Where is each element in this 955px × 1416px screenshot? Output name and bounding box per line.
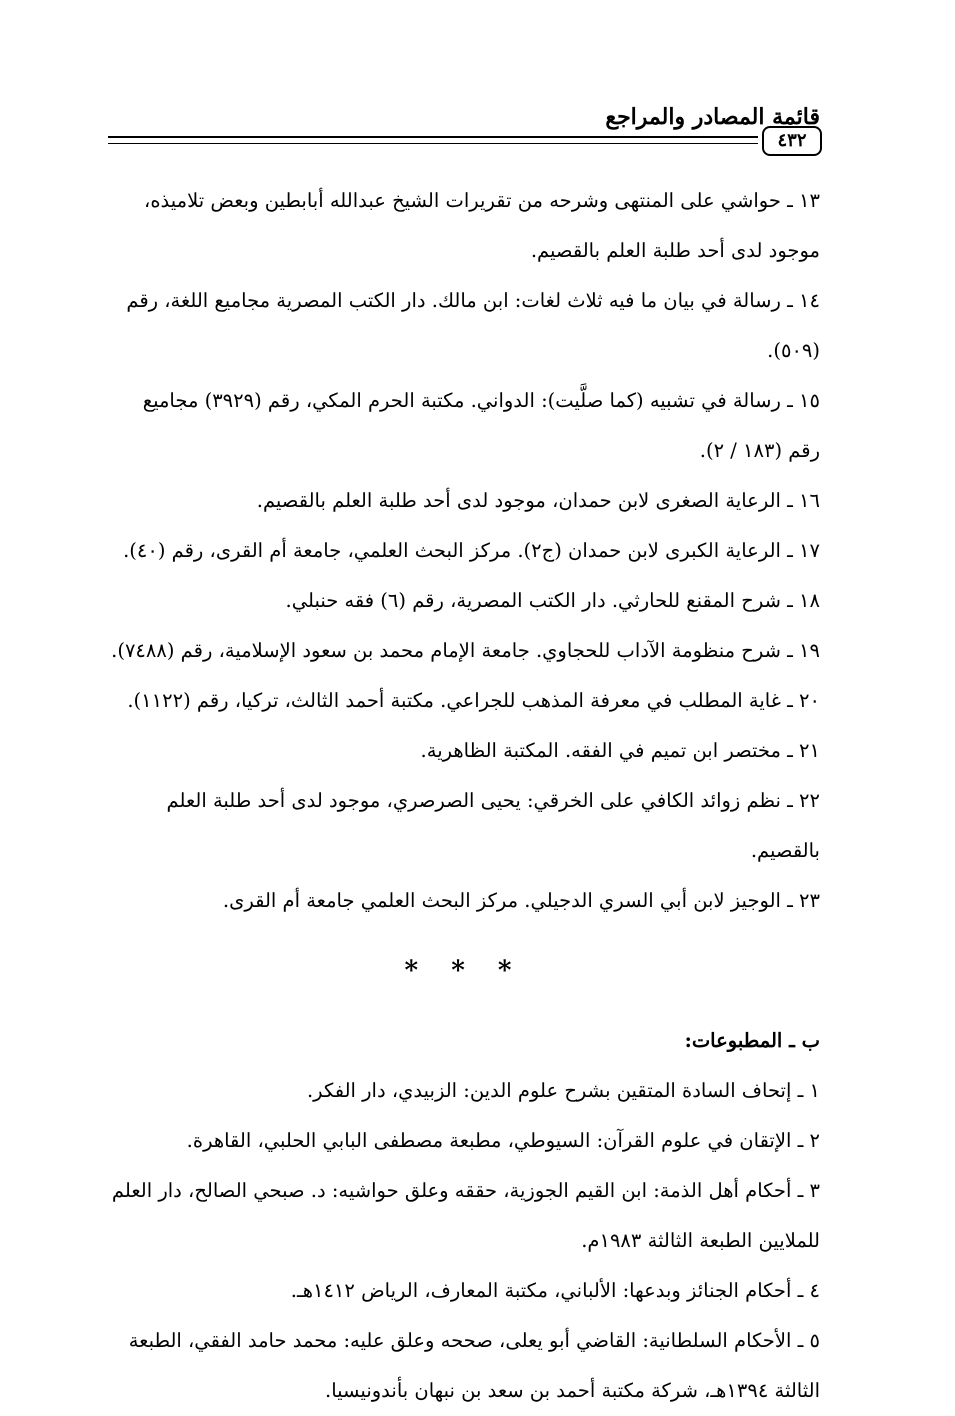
manuscript-entry-22: ٢٢ ـ نظم زوائد الكافي على الخرقي: يحيى الصرصري، موجود لدى أحد طلبة العلم بالقصيم.	[166, 789, 820, 862]
section-separator: * * *	[404, 956, 524, 986]
header-rule-thick	[108, 136, 758, 138]
manuscript-entry-13: ١٣ ـ حواشي على المنتهى وشرحه من تقريرات الشيخ عبدالله أبابطين وبعض تلاميذه، موجود لدى أحد طلبة العلم بالقصيم.	[144, 189, 820, 262]
manuscript-entry-20: ٢٠ ـ غاية المطلب في معرفة المذهب للجراعي. مكتبة أحمد الثالث، تركيا، رقم (١١٢٢).	[127, 689, 820, 712]
printed-section-heading: ب ـ المطبوعات:	[684, 1029, 820, 1052]
page-number: ٤٣٢	[762, 126, 822, 156]
printed-entry-2: ٢ ـ الإتقان في علوم القرآن: السيوطي، مطبعة مصطفى البابي الحلبي، القاهرة.	[186, 1129, 820, 1152]
printed-entry-1: ١ ـ إتحاف السادة المتقين بشرح علوم الدين: الزبيدي، دار الفكر.	[306, 1079, 820, 1102]
printed-entry-5: ٥ ـ الأحكام السلطانية: القاضي أبو يعلى، صححه وعلق عليه: محمد حامد الفقي، الطبعة الثالثة ١٣٩٤هـ، شركة مكتبة أحمد بن سعد بن نبهان بأندونيسيا.	[128, 1329, 820, 1402]
manuscript-entry-19: ١٩ ـ شرح منظومة الآداب للحجاوي. جامعة الإمام محمد بن سعود الإسلامية، رقم (٧٤٨٨).	[111, 639, 820, 662]
page-header	[108, 96, 820, 158]
running-title: قائمة المصادر والمراجع	[605, 104, 820, 130]
manuscript-entry-16: ١٦ ـ الرعاية الصغرى لابن حمدان، موجود لدى أحد طلبة العلم بالقصيم.	[256, 489, 820, 512]
manuscript-entry-14: ١٤ ـ رسالة في بيان ما فيه ثلاث لغات: ابن مالك. دار الكتب المصرية مجاميع اللغة، رقم (٥٠٩).	[126, 289, 820, 362]
page-body	[108, 176, 820, 1416]
manuscript-entry-17: ١٧ ـ الرعاية الكبرى لابن حمدان (ج٢). مركز البحث العلمي، جامعة أم القرى، رقم (٤٠).	[123, 539, 820, 562]
header-rule-thin	[108, 143, 758, 144]
manuscript-entry-21: ٢١ ـ مختصر ابن تميم في الفقه. المكتبة الظاهرية.	[420, 739, 820, 762]
manuscript-entry-15: ١٥ ـ رسالة في تشبيه (كما صلَّيت): الدواني. مكتبة الحرم المكي، رقم (٣٩٢٩) مجاميع رقم (١٨٣ / ٢).	[142, 389, 820, 462]
printed-entry-3: ٣ ـ أحكام أهل الذمة: ابن القيم الجوزية، حققه وعلق حواشيه: د. صبحي الصالح، دار العلم للملايين الطبعة الثالثة ١٩٨٣م.	[111, 1179, 820, 1252]
manuscript-entry-23: ٢٣ ـ الوجيز لابن أبي السري الدجيلي. مركز البحث العلمي جامعة أم القرى.	[222, 889, 820, 912]
manuscript-entry-18: ١٨ ـ شرح المقنع للحارثي. دار الكتب المصرية، رقم (٦) فقه حنبلي.	[285, 589, 820, 612]
printed-entry-4: ٤ ـ أحكام الجنائز وبدعها: الألباني، مكتبة المعارف، الرياض ١٤١٢هـ.	[290, 1279, 820, 1302]
